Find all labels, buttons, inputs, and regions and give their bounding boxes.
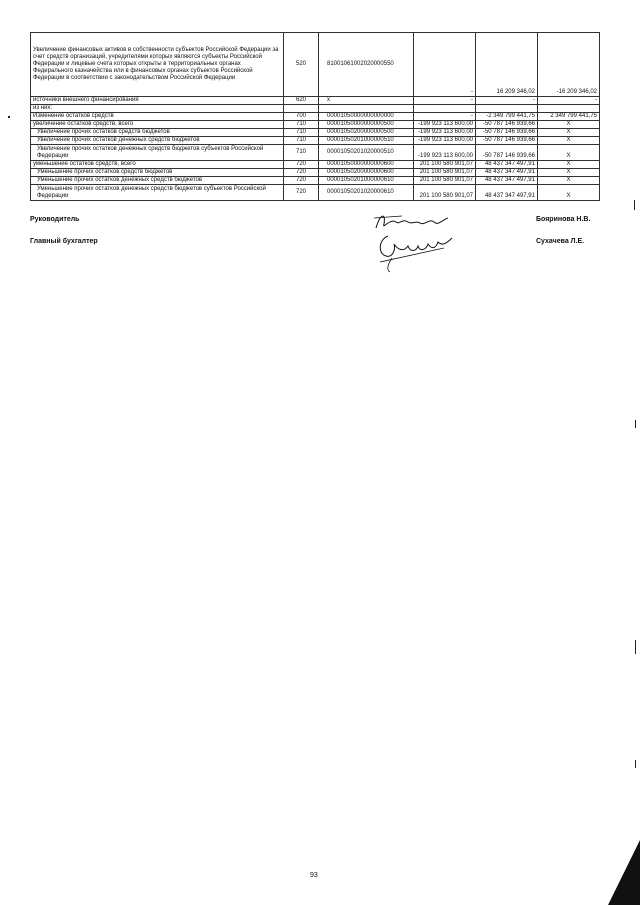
table-row	[31, 145, 600, 161]
scan-corner-shadow	[600, 840, 640, 905]
row-plan-cell: 201 100 580 901,07	[414, 177, 476, 185]
row-unexec-cell: X	[538, 177, 600, 185]
row-kbk-cell	[319, 105, 414, 113]
sources-financing-table	[30, 32, 600, 201]
row-kbk-cell: 00001050201020000610	[319, 185, 414, 201]
row-kbk-cell: 00001050000000000000	[319, 113, 414, 121]
table-row	[31, 137, 600, 145]
row-exec-cell	[476, 105, 538, 113]
row-exec-cell: 48 437 347 497,91	[476, 185, 538, 201]
row-unexec-cell	[538, 105, 600, 113]
row-exec-cell: 48 437 347 497,91	[476, 169, 538, 177]
row-name-cell: уменьшение остатков средств, всего	[31, 161, 284, 169]
row-kbk-cell: 00001050201000000610	[319, 177, 414, 185]
row-plan-cell: -199 923 113 600,00	[414, 137, 476, 145]
row-code-cell: 520	[284, 33, 319, 97]
row-code-cell: 720	[284, 177, 319, 185]
page-number: 93	[310, 872, 318, 879]
row-name-cell: Уменьшение прочих остатков средств бюджетов	[31, 169, 284, 177]
table-row	[31, 185, 600, 201]
accountant-name: Сухачева Л.Е.	[536, 238, 585, 245]
row-name-cell: Увеличение финансовых активов в собственности субъектов Российской Федерации за счет средств организаций, учредителями которых являются субъекты Российской Федерации и лицевые счета которых открыты в территориальных органах Федерального казначейства или в финансовых органах субъектов Российской Федерации в соответствии с законодательством Российской Федерации	[31, 33, 284, 97]
row-name-cell: источники внешнего финансирования	[31, 97, 284, 105]
row-plan-cell: -	[414, 33, 476, 97]
row-plan-cell: -	[414, 97, 476, 105]
row-exec-cell: -2 349 799 441,75	[476, 113, 538, 121]
row-plan-cell: 201 100 580 901,07	[414, 161, 476, 169]
row-code-cell: 720	[284, 185, 319, 201]
row-unexec-cell: X	[538, 169, 600, 177]
row-name-cell: Уменьшение прочих остатков денежных средств бюджетов	[31, 177, 284, 185]
row-kbk-cell: 00001050201020000510	[319, 145, 414, 161]
row-unexec-cell: X	[538, 145, 600, 161]
table-row	[31, 177, 600, 185]
row-kbk-cell: 81001061002020000550	[319, 33, 414, 97]
row-plan-cell: -199 923 113 600,00	[414, 145, 476, 161]
row-code-cell: 720	[284, 169, 319, 177]
table-row	[31, 105, 600, 113]
row-name-cell: из них:	[31, 105, 284, 113]
table-row	[31, 161, 600, 169]
row-unexec-cell: -16 209 346,02	[538, 33, 600, 97]
row-exec-cell: -50 787 146 939,66	[476, 121, 538, 129]
row-exec-cell: -50 787 146 939,66	[476, 137, 538, 145]
scan-edge-mark	[635, 640, 636, 654]
scan-edge-mark	[635, 760, 636, 768]
row-code-cell: 710	[284, 121, 319, 129]
row-code-cell: 620	[284, 97, 319, 105]
row-unexec-cell: 2 349 799 441,75	[538, 113, 600, 121]
row-exec-cell: -50 787 146 939,66	[476, 145, 538, 161]
row-exec-cell: 16 209 346,02	[476, 33, 538, 97]
table-body	[31, 33, 600, 201]
row-name-cell: Уменьшение прочих остатков денежных средств бюджетов субъектов Российской Федерации	[31, 185, 284, 201]
table-row	[31, 129, 600, 137]
row-kbk-cell: 00001050201000000510	[319, 137, 414, 145]
row-unexec-cell: -	[538, 97, 600, 105]
accountant-title: Главный бухгалтер	[30, 238, 98, 245]
table-row	[31, 33, 600, 97]
row-unexec-cell: X	[538, 161, 600, 169]
row-exec-cell: -50 787 146 939,66	[476, 129, 538, 137]
row-name-cell: Увеличение прочих остатков средств бюджетов	[31, 129, 284, 137]
row-unexec-cell: X	[538, 129, 600, 137]
row-name-cell: Изменение остатков средств	[31, 113, 284, 121]
row-name-cell: Увеличение прочих остатков денежных средств бюджетов субъектов Российской Федерации	[31, 145, 284, 161]
row-plan-cell: 201 100 580 901,07	[414, 169, 476, 177]
row-code-cell: 700	[284, 113, 319, 121]
row-plan-cell: -	[414, 113, 476, 121]
accountant-signature	[374, 228, 464, 274]
head-name: Бояринова Н.В.	[536, 216, 591, 223]
row-unexec-cell: X	[538, 185, 600, 201]
row-code-cell: 710	[284, 129, 319, 137]
row-kbk-cell: 00001050000000000600	[319, 161, 414, 169]
row-exec-cell: 48 437 347 497,91	[476, 161, 538, 169]
row-kbk-cell: 00001050200000000600	[319, 169, 414, 177]
row-code-cell: 710	[284, 137, 319, 145]
row-plan-cell: 201 100 580 901,07	[414, 185, 476, 201]
row-plan-cell: -199 923 113 600,00	[414, 129, 476, 137]
row-exec-cell: -	[476, 97, 538, 105]
table-row	[31, 121, 600, 129]
row-unexec-cell: X	[538, 121, 600, 129]
row-code-cell: 710	[284, 145, 319, 161]
scan-edge-mark	[8, 116, 10, 118]
row-exec-cell: 48 437 347 497,91	[476, 177, 538, 185]
row-unexec-cell: X	[538, 137, 600, 145]
row-code-cell	[284, 105, 319, 113]
table-row	[31, 169, 600, 177]
row-kbk-cell: 00001050000000000500	[319, 121, 414, 129]
table-row	[31, 97, 600, 105]
row-name-cell: увеличение остатков средств, всего	[31, 121, 284, 129]
scan-edge-mark	[635, 420, 636, 428]
row-name-cell: Увеличение прочих остатков денежных средств бюджетов	[31, 137, 284, 145]
table-row	[31, 113, 600, 121]
row-plan-cell	[414, 105, 476, 113]
row-kbk-cell: 00001050200000000500	[319, 129, 414, 137]
head-title: Руководитель	[30, 216, 80, 223]
scan-edge-mark	[634, 200, 635, 210]
row-kbk-cell: x	[319, 97, 414, 105]
row-plan-cell: -199 923 113 600,00	[414, 121, 476, 129]
row-code-cell: 720	[284, 161, 319, 169]
